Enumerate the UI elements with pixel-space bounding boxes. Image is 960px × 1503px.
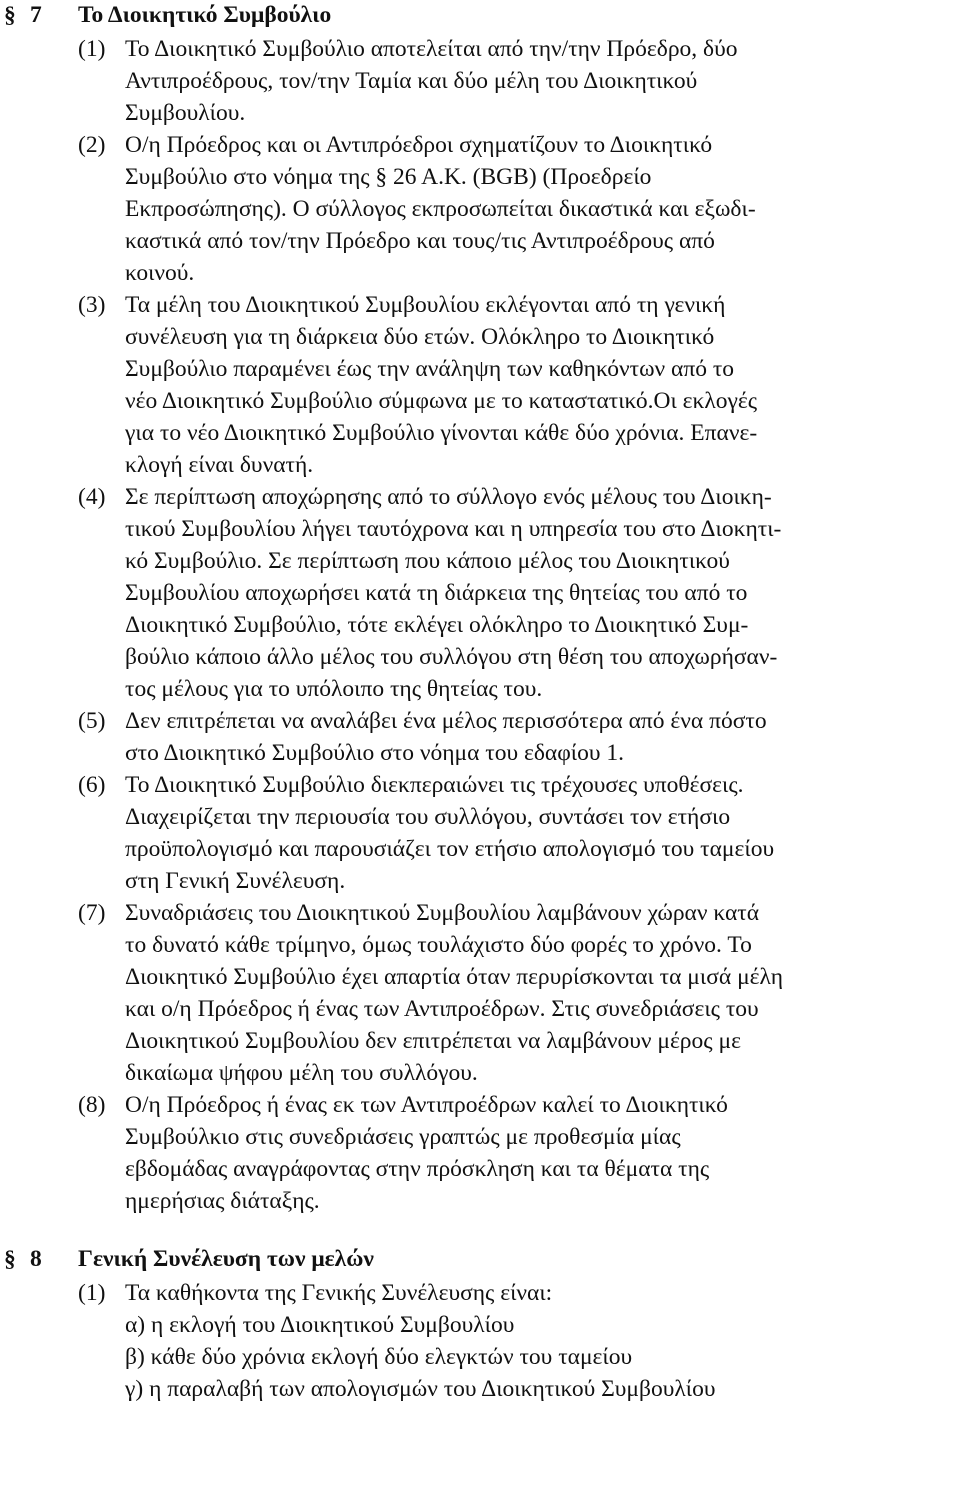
- section-number: 8: [30, 1246, 42, 1272]
- paragraph-label: (5): [78, 708, 106, 734]
- text-line: δικαίωμα ψήφου μέλη του συλλόγου.: [125, 1060, 478, 1086]
- text-line: Συμβούλκιο στις συνεδριάσεις γραπτώς με προθεσμία μίας: [125, 1124, 681, 1150]
- text-line: κό Συμβούλιο. Σε περίπτωση που κάποιο μέλος του Διοικητικού: [125, 548, 730, 574]
- text-line: Διαχειρίζεται την περιουσία του συλλόγου, συντάσει τον ετήσιο: [125, 804, 731, 830]
- text-line: Τα μέλη του Διοικητικού Συμβουλίου εκλέγονται από τη γενική: [125, 292, 726, 318]
- text-line: Συμβούλιο παραμένει έως την ανάληψη των καθηκόντων από το: [125, 356, 735, 382]
- paragraph-label: (6): [78, 772, 106, 798]
- text-line: τος μέλους για το υπόλοιπο της θητείας του.: [125, 676, 543, 702]
- text-line: Το Διοικητικό Συμβούλιο διεκπεραιώνει τις τρέχουσες υποθέσεις.: [125, 772, 744, 798]
- paragraph-label: (4): [78, 484, 106, 510]
- list-item: γ) η παραλαβή των απολογισμών του Διοικητικού Συμβουλίου: [125, 1376, 716, 1402]
- text-line: Συμβουλίου.: [125, 100, 246, 126]
- text-line: προϋπολογισμό και παρουσιάζει τον ετήσιο απολογισμό του ταμείου: [125, 836, 775, 862]
- text-line: καστικά από τον/την Πρόεδρο και τους/τις Αντιπροέδρους από: [125, 228, 715, 254]
- text-line: Σε περίπτωση αποχώρησης από το σύλλογο ενός μέλους του Διοικη-: [125, 484, 772, 510]
- text-line: νέο Διοικητικό Συμβούλιο σύμφωνα με το καταστατικό.Οι εκλογές: [125, 388, 758, 414]
- paragraph-label: (8): [78, 1092, 106, 1118]
- text-line: και ο/η Πρόεδρος ή ένας των Αντιπροέδρων. Στις συνεδριάσεις του: [125, 996, 759, 1022]
- text-line: κοινού.: [125, 260, 195, 286]
- text-line: Το Διοικητικό Συμβούλιο αποτελείται από την/την Πρόεδρο, δύο: [125, 36, 738, 62]
- text-line: κλογή είναι δυνατή.: [125, 452, 314, 478]
- text-line: συνέλευση για τη διάρκεια δύο ετών. Ολόκληρο το Διοικητικό: [125, 324, 715, 350]
- text-line: Συμβούλιο στο νόημα της § 26 Α.Κ. (BGB) (Προεδρείο: [125, 164, 652, 190]
- text-line: Διοικητικού Συμβουλίου δεν επιτρέπεται να λαμβάνουν μέρος με: [125, 1028, 741, 1054]
- text-line: Συμβουλίου αποχωρήσει κατά τη διάρκεια της θητείας του από το: [125, 580, 748, 606]
- text-line: στο Διοικητικό Συμβούλιο στο νόημα του εδαφίου 1.: [125, 740, 625, 766]
- text-line: Διοικητικό Συμβούλιο έχει απαρτία όταν περυρίσκονται τα μισά μέλη: [125, 964, 784, 990]
- text-line: Τα καθήκοντα της Γενικής Συνέλευσης είναι:: [125, 1280, 553, 1306]
- list-item: α) η εκλογή του Διοικητικού Συμβουλίου: [125, 1312, 515, 1338]
- paragraph-label: (2): [78, 132, 106, 158]
- list-item: β) κάθε δύο χρόνια εκλογή δύο ελεγκτών του ταμείου: [125, 1344, 633, 1370]
- text-line: Ο/η Πρόεδρος και οι Αντιπρόεδροι σχηματίζουν το Διοικητικό: [125, 132, 713, 158]
- section-title: Γενική Συνέλευση των μελών: [78, 1246, 374, 1272]
- text-line: Συναδριάσεις του Διοικητικού Συμβουλίου λαμβάνουν χώραν κατά: [125, 900, 760, 926]
- text-line: το δυνατό κάθε τρίμηνο, όμως τουλάχιστο δύο φορές το χρόνο. Το: [125, 932, 752, 958]
- paragraph-label: (7): [78, 900, 106, 926]
- text-line: εβδομάδας αναγράφοντας στην πρόσκληση και τα θέματα της: [125, 1156, 710, 1182]
- text-line: βούλιο κάποιο άλλο μέλος του συλλόγου στη θέση του αποχωρήσαν-: [125, 644, 778, 670]
- section-symbol: §: [4, 2, 16, 28]
- paragraph-label: (1): [78, 36, 106, 62]
- text-line: στη Γενική Συνέλευση.: [125, 868, 346, 894]
- text-line: Δεν επιτρέπεται να αναλάβει ένα μέλος περισσότερα από ένα πόστο: [125, 708, 767, 734]
- section-symbol: §: [4, 1246, 16, 1272]
- section-title: Το Διοικητικό Συμβούλιο: [78, 2, 332, 28]
- text-line: Διοικητικό Συμβούλιο, τότε εκλέγει ολόκληρο το Διοικητικό Συμ-: [125, 612, 749, 638]
- text-line: τικού Συμβουλίου λήγει ταυτόχρονα και η υπηρεσία του στο Διοκητι-: [125, 516, 782, 542]
- paragraph-label: (1): [78, 1280, 106, 1306]
- text-line: Αντιπροέδρους, τον/την Ταμία και δύο μέλη του Διοικητικού: [125, 68, 698, 94]
- section-number: 7: [30, 2, 42, 28]
- text-line: Ο/η Πρόεδρος ή ένας εκ των Αντιπροέδρων καλεί το Διοικητικό: [125, 1092, 728, 1118]
- text-line: για το νέο Διοικητικό Συμβούλιο γίνονται κάθε δύο χρόνια. Επανε-: [125, 420, 758, 446]
- text-line: ημερήσιας διάταξης.: [125, 1188, 320, 1214]
- paragraph-label: (3): [78, 292, 106, 318]
- text-line: Εκπροσώπησης). Ο σύλλογος εκπροσωπείται δικαστικά και εξωδι-: [125, 196, 756, 222]
